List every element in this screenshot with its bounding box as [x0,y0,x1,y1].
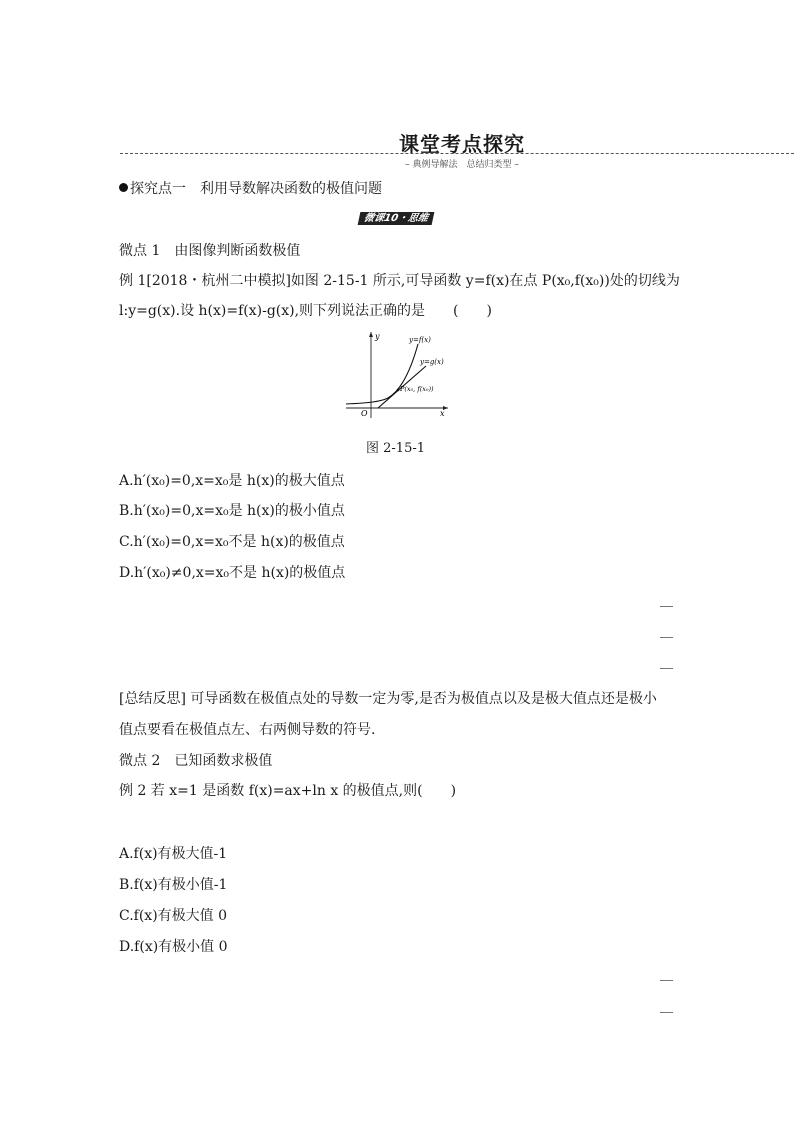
point-p [397,389,399,391]
point2-heading: 微点 2 已知函数求极值 [119,753,273,769]
example2-text: 例 2 若 x=1 是函数 f(x)=ax+ln x 的极值点,则( ) [119,783,457,799]
option-c: C.h′(x₀)=0,x=x₀不是 h(x)的极值点 [119,534,345,550]
curve-f [346,344,418,404]
option-d: D.h′(x₀)≠0,x=x₀不是 h(x)的极值点 [119,565,346,581]
section-label: 探究点一 利用导数解决函数的极值问题 [130,181,382,197]
example1-line1 [119,270,680,290]
example1-line2: l:y=g(x).设 h(x)=f(x)-g(x),则下列说法正确的是 ( ) [119,303,492,319]
label-g: y=g(x) [420,358,444,366]
example1-source: [2018・杭州二中模拟] [146,273,291,289]
option-b: B.h′(x₀)=0,x=x₀是 h(x)的极小值点 [119,503,345,519]
label-o: O [361,409,368,418]
y-axis-arrow-icon [369,332,373,337]
page-subtitle: – 典例导解法 总结归类型 – [405,160,519,170]
figure-caption: 图 2-15-1 [366,441,426,456]
example1-prefix: 例 1 [119,273,147,289]
label-p: P(x₀, f(x₀)) [400,385,434,393]
summary-line2: 值点要看在极值点左、右两侧导数的符号. [119,722,376,738]
option2-b: B.f(x)有极小值-1 [119,877,228,893]
summary-line1: [总结反思] 可导函数在极值点处的导数一定为零,是否为极值点以及是极大值点还是极小 [119,691,657,707]
answer-dash [660,1012,673,1013]
option-a: A.h′(x₀)=0,x=x₀是 h(x)的极大值点 [119,473,345,489]
option2-d: D.f(x)有极小值 0 [119,939,228,955]
label-y: y [375,332,380,341]
label-x: x [440,409,445,418]
bullet-icon [119,183,128,192]
option2-c: C.f(x)有极大值 0 [119,908,228,924]
example1-text: 如图 2-15-1 所示,可导函数 y=f(x)在点 P(x₀,f(x₀))处的切线为 [290,273,680,289]
answer-dash [660,980,673,981]
page-title: 课堂考点探究 [399,132,525,156]
point1-heading: 微点 1 由图像判断函数极值 [119,243,301,259]
function-graph [342,328,452,420]
option2-a: A.f(x)有极大值-1 [119,846,228,862]
answer-dash [660,668,673,669]
section-heading [119,178,382,198]
answer-dash [660,606,673,607]
label-f: y=f(x) [409,336,431,344]
title-rule [120,153,794,154]
micro-lesson-badge: 微课10・思维 [358,212,435,225]
answer-dash [660,637,673,638]
